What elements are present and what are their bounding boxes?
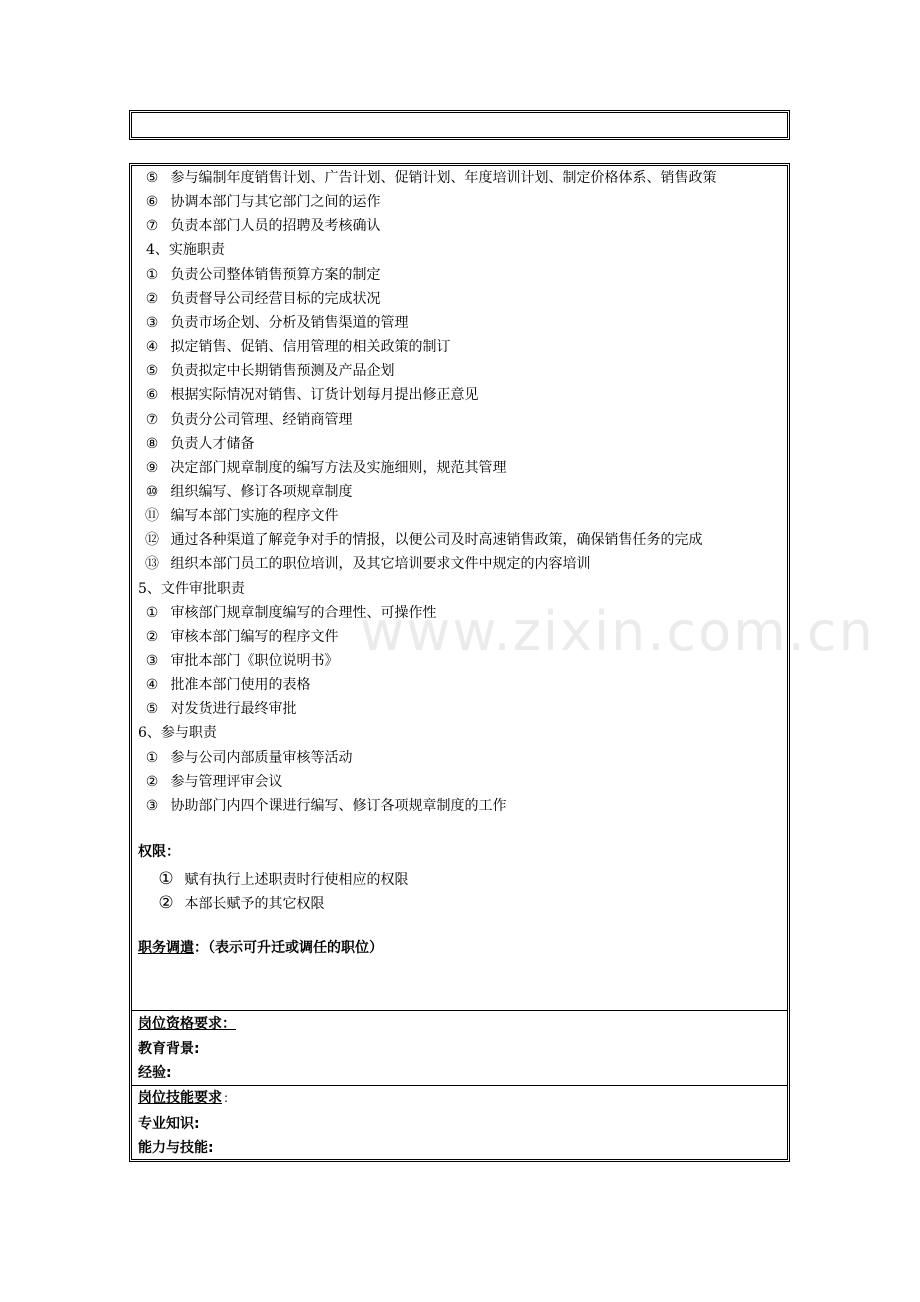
watermark: www.zixin.com.cn — [360, 600, 875, 663]
list-item-text: 负责拟定中长期销售预测及产品企划 — [170, 363, 395, 380]
list-item — [138, 263, 380, 287]
list-item-text: 协调本部门与其它部门之间的运作 — [170, 194, 381, 211]
list-item-text: 负责市场企划、分析及销售渠道的管理 — [170, 314, 409, 331]
list-item — [138, 456, 506, 480]
circled-number: ⑤ — [145, 170, 159, 186]
experience-label: 经验: — [138, 1065, 172, 1081]
list-item — [138, 383, 478, 407]
circled-number: ① — [145, 604, 159, 621]
list-item — [138, 746, 352, 770]
circled-number: ③ — [145, 314, 159, 331]
section-divider-skills — [131, 1085, 788, 1086]
list-item — [138, 190, 380, 214]
transfer-heading — [138, 936, 383, 960]
list-item — [138, 577, 245, 601]
ability-label: 能力与技能: — [138, 1140, 214, 1156]
list-item-text: 协助部门内四个课进行编写、修订各项规章制度的工作 — [170, 797, 507, 814]
list-item-text: 编写本部门实施的程序文件 — [170, 508, 339, 525]
list-item — [138, 504, 338, 528]
circled-number: ⑧ — [145, 435, 159, 452]
list-item — [138, 359, 394, 383]
list-item-text: 负责分公司管理、经销商管理 — [170, 411, 353, 428]
list-item — [138, 335, 450, 359]
list-item — [138, 721, 217, 745]
circled-number: ② — [158, 893, 174, 913]
list-item — [138, 552, 590, 576]
list-item-text: 负责本部门人员的招聘及考核确认 — [170, 218, 381, 235]
list-item — [138, 528, 702, 552]
circled-number: ① — [158, 869, 174, 889]
circled-number: ③ — [145, 653, 159, 669]
authority-item-text: 本部长赋予的其它权限 — [184, 896, 325, 912]
list-item-text: 参与管理评审会议 — [170, 773, 283, 790]
list-item — [138, 408, 352, 432]
authority-item — [152, 891, 324, 915]
list-item — [138, 697, 296, 721]
circled-number: ③ — [145, 797, 159, 814]
circled-number: ⑥ — [145, 194, 159, 211]
transfer-colon: ： — [194, 940, 208, 956]
circled-number: ① — [145, 749, 159, 766]
list-item-text: 审核部门规章制度编写的合理性、可操作性 — [170, 604, 437, 621]
list-item — [138, 432, 254, 456]
section-heading: 4、实施职责 — [146, 242, 225, 259]
list-item-text: 拟定销售、促销、信用管理的相关政策的制订 — [170, 339, 451, 355]
list-item — [138, 166, 716, 190]
skills-colon: : — [224, 1091, 229, 1105]
list-item-text: 负责人才储备 — [170, 435, 255, 452]
circled-number: ⑫ — [145, 532, 159, 549]
skills-heading — [138, 1086, 228, 1110]
list-item — [138, 649, 338, 673]
list-item — [138, 238, 225, 262]
circled-number: ⑤ — [145, 363, 159, 380]
list-item-text: 审核本部门编写的程序文件 — [170, 628, 339, 645]
circled-number: ⑩ — [145, 483, 159, 500]
list-item — [138, 794, 506, 818]
list-item — [138, 214, 380, 238]
list-item-text: 对发货进行最终审批 — [170, 701, 297, 718]
circled-number: ② — [145, 628, 159, 645]
list-item — [138, 601, 436, 625]
section-heading: 5、文件审批职责 — [138, 580, 245, 597]
circled-number: ⑥ — [145, 387, 159, 404]
transfer-title: 职务调遣 — [138, 940, 194, 956]
authority-item-text: 赋有执行上述职责时行使相应的权限 — [184, 872, 409, 888]
section-divider-qualification — [131, 1010, 788, 1011]
circled-number: ② — [145, 290, 159, 307]
circled-number: ⑬ — [145, 556, 159, 573]
list-item-text: 批准本部门使用的表格 — [170, 677, 311, 694]
list-item-text: 决定部门规章制度的编写方法及实施细则，规范其管理 — [170, 459, 507, 476]
list-item — [138, 673, 310, 697]
list-item-text: 根据实际情况对销售、订货计划每月提出修正意见 — [170, 387, 479, 404]
list-item-text: 组织编写、修订各项规章制度 — [170, 483, 353, 500]
section-heading: 6、参与职责 — [138, 725, 217, 742]
list-item — [138, 311, 408, 335]
circled-number: ② — [145, 773, 159, 790]
header-box — [129, 110, 790, 140]
list-item — [138, 287, 380, 311]
qualification-title: 岗位资格要求： — [138, 1016, 236, 1032]
skills-title: 岗位技能要求 — [138, 1090, 222, 1106]
authority-title: 权限： — [138, 844, 180, 860]
transfer-note: （表示可升迁或调任的职位） — [208, 940, 383, 956]
authority-item — [152, 867, 408, 891]
list-item-text: 参与公司内部质量审核等活动 — [170, 749, 353, 766]
circled-number: ⑨ — [145, 459, 159, 476]
list-item — [138, 625, 338, 649]
education-label: 教育背景: — [138, 1041, 200, 1057]
circled-number: ④ — [145, 339, 159, 355]
circled-number: ⑪ — [145, 508, 159, 525]
circled-number: ① — [145, 266, 159, 283]
list-item-text: 组织本部门员工的职位培训，及其它培训要求文件中规定的内容培训 — [170, 556, 591, 573]
list-item-text: 参与编制年度销售计划、广告计划、促销计划、年度培训计划、制定价格体系、销售政策 — [170, 170, 717, 186]
list-item — [138, 770, 282, 794]
list-item-text: 负责公司整体销售预算方案的制定 — [170, 266, 381, 283]
list-item — [138, 480, 352, 504]
circled-number: ⑤ — [145, 701, 159, 718]
list-item-text: 审批本部门《职位说明书》 — [170, 653, 339, 669]
list-item-text: 通过各种渠道了解竞争对手的情报，以便公司及时高速销售政策，确保销售任务的完成 — [170, 532, 703, 549]
circled-number: ⑦ — [145, 411, 159, 428]
circled-number: ⑦ — [145, 218, 159, 235]
circled-number: ④ — [145, 677, 159, 694]
list-item-text: 负责督导公司经营目标的完成状况 — [170, 290, 381, 307]
knowledge-label: 专业知识: — [138, 1116, 200, 1132]
